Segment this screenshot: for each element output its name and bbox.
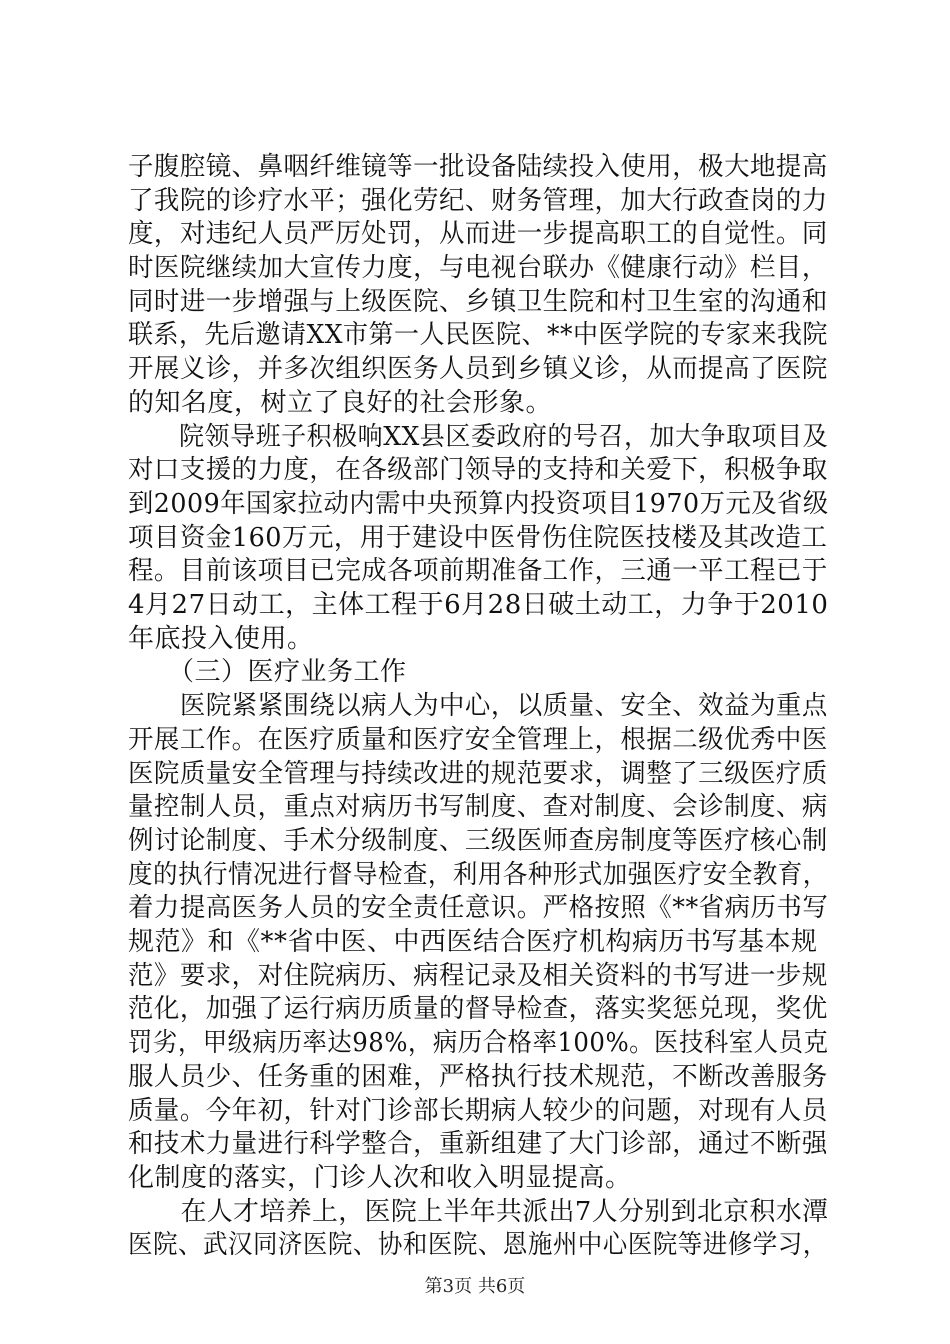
text-line: 规范》和《**省中医、中西医结合医疗机构病历书写基本规 bbox=[128, 927, 818, 957]
text-line: 质量。今年初，针对门诊部长期病人较少的问题，对现有人员 bbox=[128, 1096, 828, 1126]
text-line: 时医院继续加大宣传力度，与电视台联办《健康行动》栏目， bbox=[128, 253, 828, 283]
text-line: 子腹腔镜、鼻咽纤维镜等一批设备陆续投入使用，极大地提高 bbox=[128, 152, 828, 182]
text-line: 化制度的落实，门诊人次和收入明显提高。 bbox=[128, 1163, 632, 1193]
text-line: 对口支援的力度，在各级部门领导的支持和关爱下，积极争取 bbox=[128, 455, 828, 485]
text-line: 度的执行情况进行督导检查，利用各种形式加强医疗安全教育， bbox=[128, 860, 828, 890]
text-line: 范化，加强了运行病历质量的督导检查，落实奖惩兑现，奖优 bbox=[128, 994, 828, 1024]
text-line: 程。目前该项目已完成各项前期准备工作，三通一平工程已于 bbox=[128, 556, 828, 586]
text-line: 医院、武汉同济医院、协和医院、恩施州中心医院等进修学习， bbox=[128, 1230, 828, 1260]
text-line: 服人员少、任务重的困难，严格执行技术规范，不断改善服务 bbox=[128, 1062, 828, 1092]
text-line: 年底投入使用。 bbox=[128, 624, 314, 654]
text-line: 了我院的诊疗水平；强化劳纪、财务管理，加大行政查岗的力 bbox=[128, 186, 828, 216]
text-line: 联系，先后邀请XX市第一人民医院、**中医学院的专家来我院 bbox=[128, 320, 828, 350]
text-line: 院领导班子积极响XX县区委政府的号召，加大争取项目及 bbox=[128, 422, 829, 452]
text-line: 罚劣，甲级病历率达98%，病历合格率100%。医技科室人员克 bbox=[128, 1028, 829, 1058]
text-line: 和技术力量进行科学整合，重新组建了大门诊部，通过不断强 bbox=[128, 1129, 828, 1159]
text-line: 医院质量安全管理与持续改进的规范要求，调整了三级医疗质 bbox=[128, 759, 828, 789]
text-line: 医院紧紧围绕以病人为中心，以质量、安全、效益为重点 bbox=[128, 691, 828, 721]
text-line: 开展义诊，并多次组织医务人员到乡镇义诊，从而提高了医院 bbox=[128, 354, 828, 384]
text-line: 到2009年国家拉动内需中央预算内投资项目1970万元及省级 bbox=[128, 489, 829, 519]
text-line: 4月27日动工，主体工程于6月28日破土动工，力争于2010 bbox=[128, 590, 829, 620]
text-line: 的知名度，树立了良好的社会形象。 bbox=[128, 388, 553, 418]
text-line: 例讨论制度、手术分级制度、三级医师查房制度等医疗核心制 bbox=[128, 826, 828, 856]
text-line: 着力提高医务人员的安全责任意识。严格按照《**省病历书写 bbox=[128, 893, 829, 923]
text-line: 量控制人员，重点对病历书写制度、查对制度、会诊制度、病 bbox=[128, 792, 828, 822]
page-footer: 第3页 共6页 bbox=[424, 1276, 526, 1297]
text-line: 在人才培养上，医院上半年共派出7人分别到北京积水潭 bbox=[128, 1197, 829, 1227]
text-line: 开展工作。在医疗质量和医疗安全管理上，根据二级优秀中医 bbox=[128, 725, 828, 755]
section-heading: （三）医疗业务工作 bbox=[128, 657, 407, 687]
text-line: 范》要求，对住院病历、病程记录及相关资料的书写进一步规 bbox=[128, 961, 828, 991]
text-line: 同时进一步增强与上级医院、乡镇卫生院和村卫生室的沟通和 bbox=[128, 287, 828, 317]
text-line: 度，对违纪人员严厉处罚，从而进一步提高职工的自觉性。同 bbox=[128, 219, 828, 249]
text-line: 项目资金160万元，用于建设中医骨伤住院医技楼及其改造工 bbox=[128, 523, 828, 553]
